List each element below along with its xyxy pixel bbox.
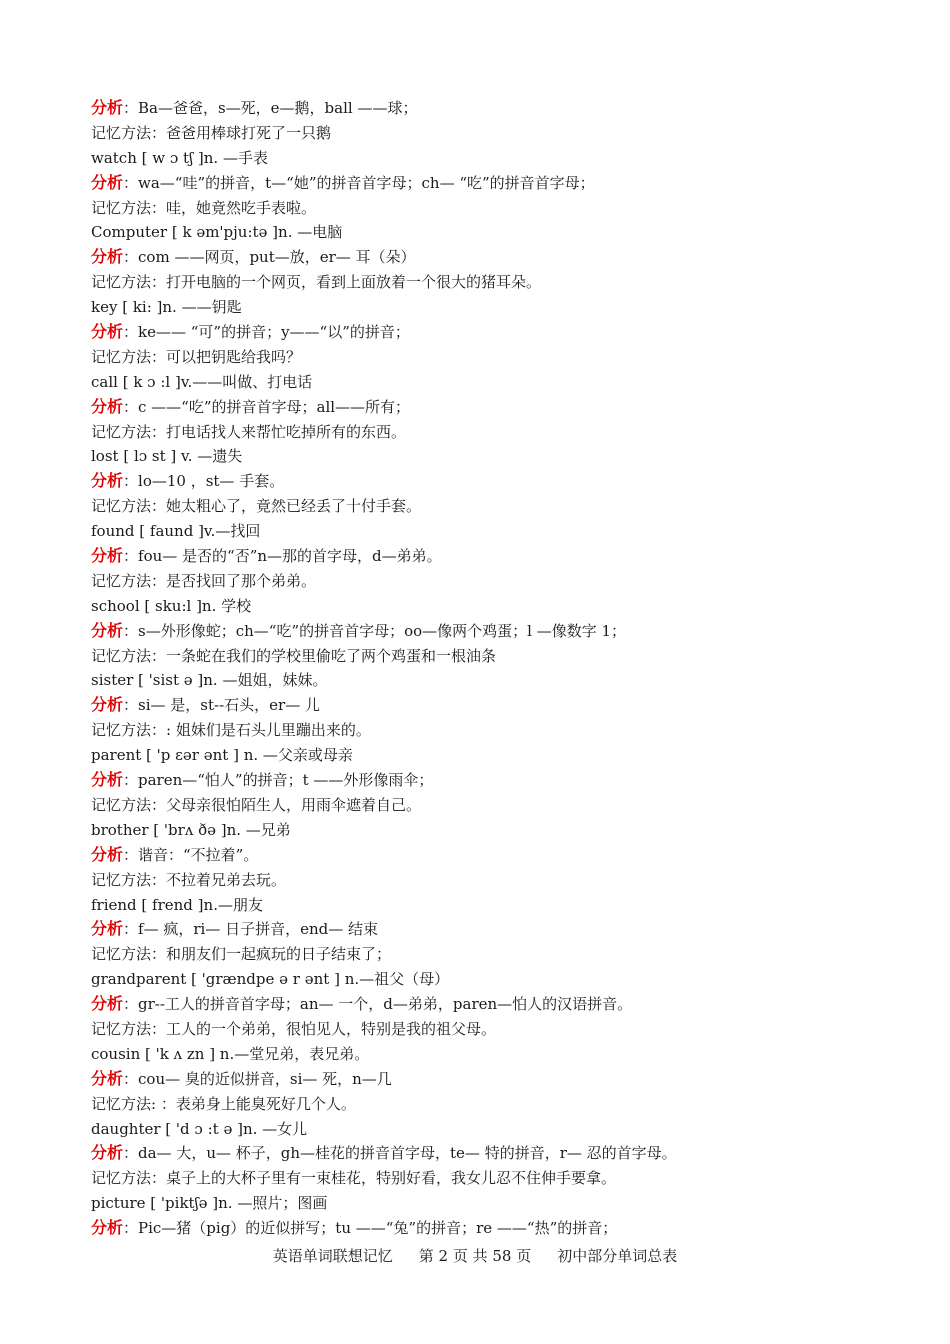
analysis-line	[91, 693, 911, 718]
analysis-line	[91, 171, 911, 196]
text-line: lost [ lɔ st ] v. —遗失	[91, 447, 243, 466]
text-line: call [ k ɔ :l ]v.——叫做、打电话	[91, 372, 313, 391]
footer-subtitle: 初中部分单词总表	[557, 1247, 678, 1265]
analysis-line	[91, 992, 911, 1017]
text-line: Computer [ k əm'pju:tə ]n. —电脑	[91, 223, 343, 242]
text-line: 记忆方法：爸爸用棒球打死了一只鹅	[91, 123, 332, 142]
text-line: 记忆方法：一条蛇在我们的学校里偷吃了两个鸡蛋和一根油条	[91, 646, 497, 665]
analysis-label: 分析	[91, 695, 124, 715]
text-line: 记忆方法：打电话找人来帮忙吃掉所有的东西。	[91, 422, 407, 441]
text-line: 记忆方法：父母亲很怕陌生人，用雨伞遮着自己。	[91, 795, 422, 814]
analysis-label: 分析	[91, 98, 124, 117]
analysis-line	[91, 1216, 911, 1241]
page-footer	[0, 1245, 950, 1267]
text-line: key [ ki: ]n. ——钥匙	[91, 298, 242, 317]
analysis-text: ：ke—— “可”的拼音；y——“以”的拼音；	[123, 323, 410, 342]
analysis-line	[91, 843, 911, 868]
analysis-text: ：com ——网页，put—放，er— 耳（朵）	[123, 248, 416, 267]
text-line: 记忆方法：桌子上的大杯子里有一束桂花，特别好看，我女儿忍不住伸手要拿。	[91, 1169, 617, 1188]
text-line: brother [ 'brʌ ðə ]n. —兄弟	[91, 820, 291, 839]
text-line: watch [ w ɔ tʃ ]n. —手表	[91, 148, 268, 167]
analysis-text: ：wa—“哇”的拼音，t—“她”的拼音首字母；ch— “吃”的拼音首字母；	[123, 173, 595, 192]
analysis-label: 分析	[91, 994, 124, 1014]
analysis-label: 分析	[91, 322, 124, 342]
text-line: found [ faund ]v.—找回	[91, 522, 261, 541]
text-line: daughter [ 'd ɔ :t ə ]n. —女儿	[91, 1119, 308, 1138]
text-line: sister [ 'sist ə ]n. —姐姐，妹妹。	[91, 671, 328, 690]
analysis-text: ：f— 疯，ri— 日子拼音，end— 结束	[123, 920, 378, 939]
text-line: school [ sku:l ]n. 学校	[91, 596, 252, 615]
analysis-line	[91, 245, 911, 270]
analysis-label: 分析	[91, 396, 124, 416]
text-line: 记忆方法：和朋友们一起疯玩的日子结束了；	[91, 945, 392, 964]
analysis-label: 分析	[91, 844, 124, 864]
analysis-text: ：da— 大，u— 杯子，gh—桂花的拼音首字母，te— 特的拼音，r— 忍的首字母。	[123, 1144, 677, 1163]
analysis-text: ：fou— 是否的“否”n—那的首字母，d—弟弟。	[123, 547, 442, 566]
footer-page-info: 第 2 页 共 58 页	[418, 1247, 532, 1265]
analysis-label: 分析	[91, 1068, 124, 1088]
text-line: 记忆方法：哇，她竟然吃手表啦。	[91, 198, 317, 217]
analysis-label: 分析	[91, 247, 124, 267]
text-line: cousin [ 'k ʌ zn ] n.—堂兄弟，表兄弟。	[91, 1044, 370, 1063]
analysis-label: 分析	[91, 919, 124, 939]
analysis-label: 分析	[91, 471, 124, 491]
text-line: picture [ 'piktʃə ]n. —照片；图画	[91, 1194, 328, 1213]
analysis-line	[91, 619, 911, 644]
text-line: 记忆方法：不拉着兄弟去玩。	[91, 870, 287, 889]
analysis-label: 分析	[91, 770, 124, 790]
text-line: 记忆方法：是否找回了那个弟弟。	[91, 571, 317, 590]
analysis-text: ：Pic—猪（pig）的近似拼写；tu ——“兔”的拼音；re ——“热”的拼音；	[123, 1219, 618, 1238]
text-line: 记忆方法：工人的一个弟弟，很怕见人，特别是我的祖父母。	[91, 1019, 497, 1038]
analysis-line	[91, 395, 911, 420]
analysis-text: ：si— 是，st--石头，er— 儿	[123, 696, 320, 715]
analysis-line	[91, 469, 911, 494]
text-line: 记忆方法：打开电脑的一个网页，看到上面放着一个很大的猪耳朵。	[91, 273, 542, 292]
analysis-line	[91, 96, 911, 121]
text-line: 记忆方法：: 姐妹们是石头儿里蹦出来的。	[91, 721, 371, 740]
analysis-line	[91, 1067, 911, 1092]
analysis-text: ：lo—10 ，st— 手套。	[123, 472, 285, 491]
analysis-text: ：s—外形像蛇；ch—“吃”的拼音首字母；oo—像两个鸡蛋；l —像数字 1；	[123, 621, 627, 640]
analysis-label: 分析	[91, 1143, 124, 1163]
analysis-label: 分析	[91, 172, 124, 192]
analysis-line	[91, 1141, 911, 1166]
analysis-line	[91, 544, 911, 569]
text-line: parent [ 'p ɛər ənt ] n. —父亲或母亲	[91, 746, 353, 765]
analysis-line	[91, 768, 911, 793]
text-line: grandparent [ 'grændpe ə r ənt ] n.—祖父（母）	[91, 970, 450, 989]
analysis-text: ：paren—“怕人”的拼音；t ——外形像雨伞；	[123, 771, 434, 790]
analysis-label: 分析	[91, 1218, 124, 1238]
text-line: friend [ frend ]n.—朋友	[91, 895, 263, 914]
text-line: 记忆方法: ：表弟身上能臭死好几个人。	[91, 1094, 356, 1113]
analysis-text: ：gr--工人的拼音首字母；an— 一个，d—弟弟，paren—怕人的汉语拼音。	[123, 995, 633, 1014]
analysis-text: ：谐音：“不拉着”。	[123, 845, 259, 864]
text-line: 记忆方法：她太粗心了，竟然已经丢了十付手套。	[91, 497, 422, 516]
analysis-label: 分析	[91, 546, 124, 566]
analysis-label: 分析	[91, 620, 124, 640]
text-line: 记忆方法：可以把钥匙给我吗？	[91, 347, 302, 366]
analysis-text: ：c ——“吃”的拼音首字母；all——所有；	[123, 397, 411, 416]
analysis-text: ：cou— 臭的近似拼音，si— 死，n—几	[123, 1069, 392, 1088]
analysis-line	[91, 320, 911, 345]
analysis-line	[91, 917, 911, 942]
analysis-text: ：Ba—爸爸，s—死，e—鹅，ball ——球；	[123, 99, 418, 117]
vocabulary-list	[91, 96, 911, 1241]
footer-title: 英语单词联想记忆	[272, 1247, 393, 1265]
